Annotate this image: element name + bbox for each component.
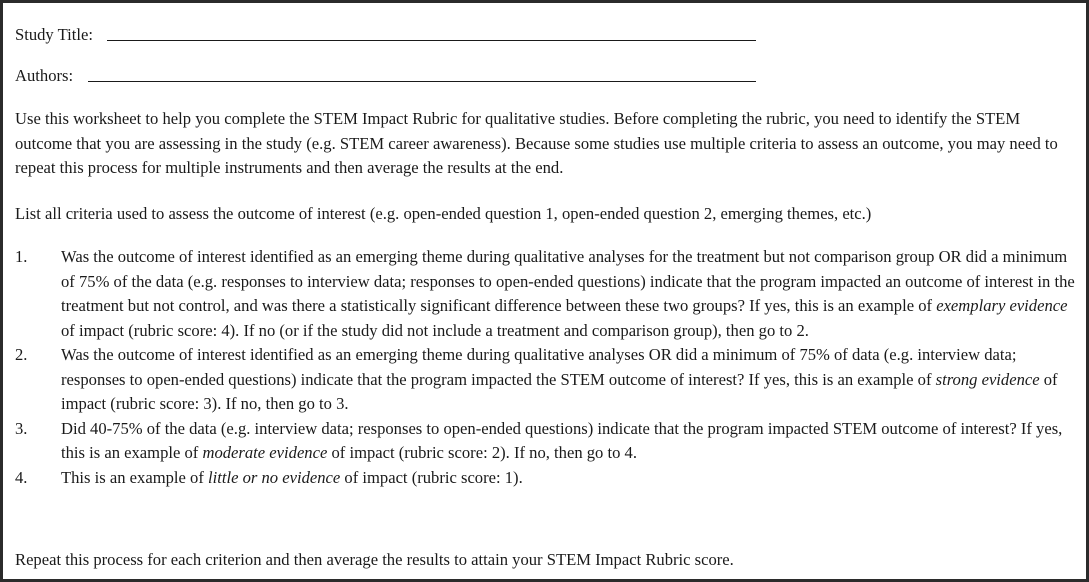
step-emphasis: little or no evidence — [208, 467, 341, 487]
list-item — [15, 417, 1077, 466]
list-item — [15, 245, 1077, 343]
step-text: of impact (rubric score: 4). If no (or if the study did not include a treatment and comparison group), then go to 2. — [61, 320, 809, 340]
step-text: Was the outcome of interest identified as an emerging theme during qualitative analyses for the treatment but not comparison group OR did a minimum of 75% of the data (e.g. responses to interview data; responses to open-ended questions) indicate that the program impacted an outcome of interest in the treatment but not control, and was there a statistically significant difference between these two groups? If yes, this is an example of — [61, 247, 1075, 315]
step-emphasis: strong evidence — [935, 369, 1040, 389]
evidence-steps-list — [15, 245, 1077, 490]
step-number: 1. — [15, 247, 28, 266]
step-number: 2. — [15, 345, 28, 364]
study-title-blank-line[interactable] — [107, 40, 756, 41]
authors-label: Authors: — [15, 66, 74, 85]
authors-row — [15, 64, 760, 88]
step-text: Did 40-75% of the data (e.g. interview data; responses to open-ended questions) indicate that the program impacted STEM outcome of interest? If yes, this is an example of — [61, 418, 1063, 462]
step-text: This is an example of — [61, 467, 209, 487]
list-item — [15, 343, 1077, 417]
study-title-label: Study Title: — [15, 25, 93, 44]
step-number: 3. — [15, 418, 28, 438]
step-text: of impact (rubric score: 2). If no, then go to 4. — [327, 443, 638, 462]
criteria-instruction: List all criteria used to assess the outcome of interest (e.g. open-ended question 1, open-ended question 2, emerging themes, etc.) — [15, 204, 872, 223]
step-text: of impact (rubric score: 1). — [340, 467, 523, 487]
closing-paragraph: Repeat this process for each criterion and then average the results to attain your STEM Impact Rubric score. — [15, 550, 734, 569]
step-number: 4. — [15, 467, 28, 487]
step-text: of impact (rubric score: 3). If no, then go to 3. — [61, 369, 1058, 413]
step-emphasis: exemplary evidence — [936, 296, 1068, 315]
step-emphasis: moderate evidence — [202, 443, 328, 462]
list-item — [15, 466, 1077, 491]
intro-paragraph: Use this worksheet to help you complete the STEM Impact Rubric for qualitative studies. Before completing the rubric, you need to identify the STEM outcome that you are assessing in the study (e.g. STEM career awareness). Because some studies use multiple criteria to assess an outcome, you may need to repeat this process for multiple instruments and then average the results at the end. — [15, 109, 1058, 177]
authors-blank-line[interactable] — [88, 81, 756, 82]
step-text: Was the outcome of interest identified as an emerging theme during qualitative analyses OR did a minimum of 75% of data (e.g. interview data; responses to open-ended questions) indicate that the program impacted the STEM outcome of interest? If yes, this is an example of — [61, 345, 1017, 389]
study-title-row — [15, 23, 760, 47]
